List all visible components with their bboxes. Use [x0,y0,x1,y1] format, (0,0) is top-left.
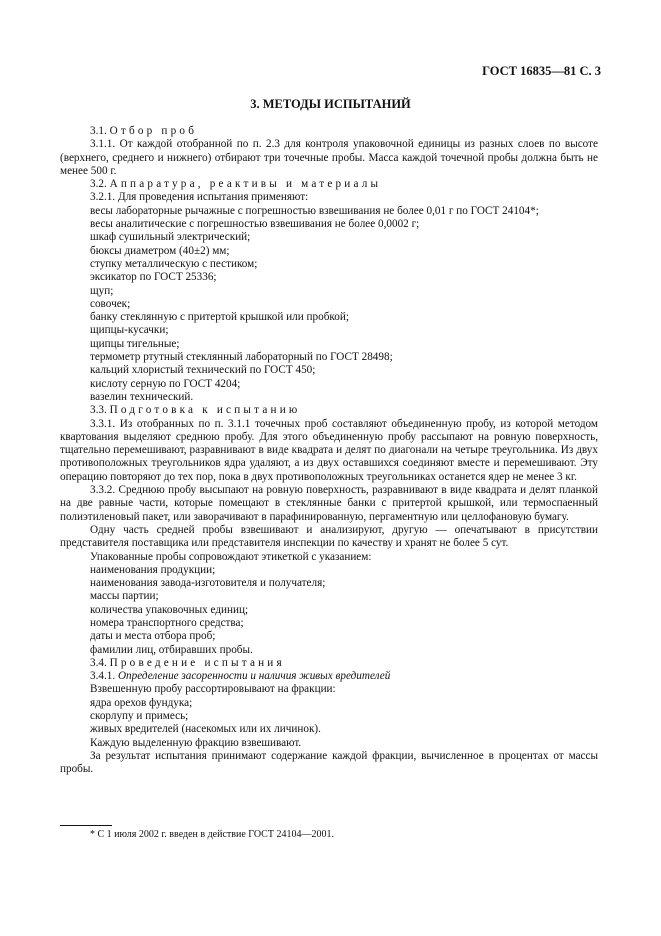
subsection-label: Аппаратура, реактивы и материалы [109,178,382,191]
list-item: вазелин технический. [90,390,194,403]
list-item: даты и места отбора проб; [90,630,216,643]
footnote: * С 1 июля 2002 г. введен в действие ГОСТ 24104—2001. [90,829,334,840]
list-item: щипцы-кусачки; [90,324,169,337]
list-item: щуп; [90,284,114,297]
list-item: шкаф сушильный электрический; [90,231,251,244]
list-item: банку стеклянную с притертой крышкой или пробкой; [90,311,349,324]
list-item: фамилии лиц, отбиравших пробы. [90,643,253,656]
list-item: совочек; [90,297,131,310]
paragraph-3-2-1: 3.2.1. Для проведения испытания применяют: [90,191,309,204]
paragraph-3-3-2: 3.3.2. Среднюю пробу высыпают на ровную поверхность, разравнивают в виде квадрата и делят планкой на две равные части, которые помещают в стеклянные банки с притертой крышкой, или термоспаенный полиэтиленовый пакет, или заворачивают в парафинированную, пергаментную или целлофановую бумагу. [60,484,598,523]
list-item: кальций хлористый технический по ГОСТ 450; [90,364,316,377]
page-header: ГОСТ 16835—81 С. 3 [482,64,601,78]
paragraph-3-4-1 [60,670,598,683]
list-item: наименования завода-изготовителя и получателя; [90,577,326,590]
subsection-label: Отбор проб [109,125,198,137]
subsection-label: Подготовка к испытанию [109,404,301,417]
section-title: 3. МЕТОДЫ ИСПЫТАНИЙ [250,97,411,111]
subsection-3-1 [60,125,598,138]
list-item: наименования продукции; [90,563,216,576]
paragraph-3-3-1: 3.3.1. Из отобранных по п. 3.1.1 точечных проб составляют объединенную пробу, из которой методом квартования выделяют среднюю пробу. Для этого объединенную пробу рассыпают на ровную поверхность, тщательно перемешивают, разравнивают в виде квадрата и делят по диагонали на четыре треугольника. Из двух противоположных треугольников ядра удаляют, а из двух оставшихся соединяют вместе и перемешивают. Эту операцию повторяют до тех пор, пока в двух противоположных треугольниках останется ядер не менее 3 кг. [60,417,598,483]
subsection-number: 3.4.1. [90,670,116,683]
list-item: кислоту серную по ГОСТ 4204; [90,377,241,390]
subsection-number: 3.2. [90,178,107,191]
list-item: весы аналитические с погрешностью взвешивания не более 0,0002 г; [90,218,420,231]
list-item: весы лабораторные рычажные с погрешностью взвешивания не более 0,01 г по ГОСТ 24104*; [90,204,539,217]
paragraph-3-1-1: 3.1.1. От каждой отобранной по п. 2.3 для контроля упаковочной единицы из разных слоев по высоте (верхнего, среднего и нижнего) отбирают три точечные пробы. Масса каждой точечной пробы должна быть не менее 500 г. [60,138,598,177]
list-item: массы партии; [90,590,159,603]
list-item: щипцы тигельные; [90,337,180,350]
paragraph-weigh: Каждую выделенную фракцию взвешивают. [90,736,302,749]
subsection-3-3 [60,404,598,417]
subsection-number: 3.1. [90,125,107,137]
subsection-3-4 [60,657,598,670]
document-body [60,125,598,777]
paragraph-sort: Взвешенную пробу рассортировывают на фракции: [90,683,336,696]
subsection-label: Определение засоренности и наличия живых вредителей [117,670,391,683]
list-item: бюксы диаметром (40±2) мм; [90,244,230,257]
paragraph-sample-storage: Одну часть средней пробы взвешивают и анализируют, другую — опечатывают в присутствии представителя поставщика или представителя инспекции по качеству и хранят не более 5 сут. [60,523,598,550]
subsection-number: 3.4. [90,656,107,669]
list-item: ядра орехов фундука; [90,696,193,709]
list-item: ступку металлическую с пестиком; [90,257,258,270]
subsection-label: Проведение испытания [109,656,285,669]
footnote-divider [60,825,112,826]
paragraph-label-intro: Упакованные пробы сопровождают этикеткой с указанием: [90,550,372,563]
list-item: живых вредителей (насекомых или их личинок). [90,723,321,736]
subsection-3-2 [60,178,598,191]
list-item: скорлупу и примесь; [90,710,189,723]
list-item: номера транспортного средства; [90,616,244,629]
list-item: количества упаковочных единиц; [90,603,249,616]
subsection-number: 3.3. [90,404,107,417]
list-item: термометр ртутный стеклянный лабораторный по ГОСТ 28498; [90,351,393,364]
list-item: эксикатор по ГОСТ 25336; [90,271,217,284]
paragraph-result: За результат испытания принимают содержание каждой фракции, вычисленное в процентах от массы пробы. [60,749,598,776]
